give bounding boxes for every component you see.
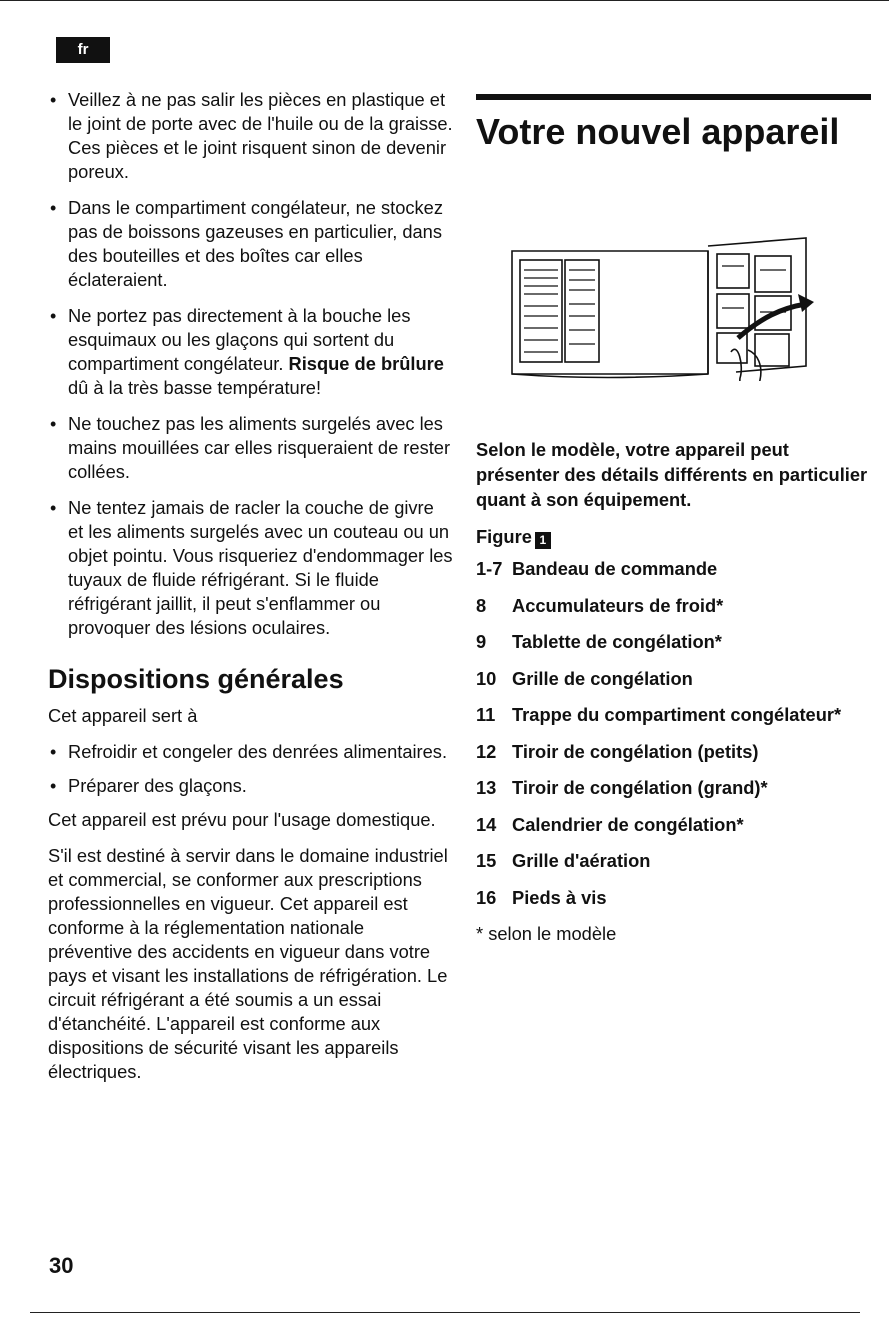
safety-bullets <box>48 88 453 640</box>
scan-edge-top <box>0 0 889 1</box>
section-rule <box>476 94 871 100</box>
figure-label <box>476 526 871 549</box>
part-item <box>476 740 871 764</box>
part-number: 15 <box>476 850 497 871</box>
usage-bullet-ice: • Préparer des glaçons. <box>48 774 453 798</box>
part-label: Grille de congélation <box>512 667 693 689</box>
new-appliance-title: Votre nouvel appareil <box>476 111 840 152</box>
bullet-burn-risk <box>48 304 453 400</box>
burn-text-before: Ne portez pas directement à la bouche les esquimaux ou les glaçons qui sortent du compartiment congélateur. <box>68 305 411 374</box>
language-badge: fr <box>56 37 110 63</box>
part-number: 16 <box>476 886 497 908</box>
general-intro: Cet appareil sert à <box>48 705 198 726</box>
part-item <box>476 667 871 691</box>
page-number: 30 <box>49 1253 74 1278</box>
part-label: Tiroir de congélation (petits) <box>512 740 759 762</box>
part-item <box>476 630 871 654</box>
scan-edge-bottom <box>30 1312 860 1313</box>
commercial-use-paragraph: S'il est destiné à servir dans le domaine industriel et commercial, se conformer aux prescriptions professionnelles en vigueur. Cet appareil est conforme à la réglementation nationale préventive des accidents en vigueur dans votre pays et visant les installations de réfrigération. Le circuit réfrigérant a été soumis a un essai d'étanchéité. L'appareil est conforme aux dispositions de sécurité visant les appareils électriques. <box>48 845 448 1082</box>
parts-list <box>476 557 871 910</box>
right-column <box>476 88 871 946</box>
open-booklet-illustration <box>476 166 871 381</box>
model-footnote: * selon le modèle <box>476 923 617 944</box>
bullet-scrape-frost: • Ne tentez jamais de racler la couche de givre et les aliments surgelés avec un couteau ou un objet pointu. Vous risqueriez d'endommager les tuyaux de fluide réfrigérant. Si le fluide réfrigérant jaillit, il peut s'enflammer ou provoquer des lésions oculaires. <box>48 496 453 640</box>
part-label: Accumulateurs de froid* <box>512 594 724 616</box>
part-number: 12 <box>476 740 497 762</box>
part-number: 10 <box>476 667 497 689</box>
part-item <box>476 703 871 727</box>
part-label: Calendrier de congélation* <box>512 813 744 835</box>
bullet-wet-hands: • Ne touchez pas les aliments surgelés avec les mains mouillées car elles risqueraient de rester collées. <box>48 412 453 484</box>
part-number: 13 <box>476 777 497 798</box>
manual-illustration <box>476 166 871 381</box>
left-column <box>48 88 453 1096</box>
part-item <box>476 886 871 910</box>
bullet-gaseous-drinks: • Dans le compartiment congélateur, ne stockez pas de boissons gazeuses en particulier, dans des bouteilles et des boîtes car elles éclateraient. <box>48 196 453 292</box>
bullet-plastic-parts: • Veillez à ne pas salir les pièces en plastique et le joint de porte avec de l'huile ou de la graisse. Ces pièces et le joint risquent sinon de devenir poreux. <box>48 88 453 184</box>
general-dispositions-title: Dispositions générales <box>48 664 344 694</box>
part-item <box>476 849 871 873</box>
part-item <box>476 776 871 800</box>
part-label: Tablette de congélation* <box>512 631 722 652</box>
figure-number-badge: 1 <box>535 532 551 549</box>
part-number: 14 <box>476 813 497 835</box>
model-variation-intro: Selon le modèle, votre appareil peut présenter des détails différents en particulier quant à son équipement. <box>476 439 868 510</box>
part-number: 11 <box>476 704 496 725</box>
usage-bullets <box>48 740 453 798</box>
part-label: Pieds à vis <box>512 886 607 908</box>
usage-bullet-cool: • Refroidir et congeler des denrées alimentaires. <box>48 740 453 764</box>
part-number: 9 <box>476 631 487 652</box>
part-number: 1-7 <box>476 558 503 579</box>
figure-label-text: Figure <box>476 526 532 547</box>
burn-text-after: dû à la très basse température! <box>68 377 322 398</box>
part-label: Bandeau de commande <box>512 558 718 579</box>
part-item <box>476 557 871 581</box>
burn-text-bold: Risque de brûlure <box>288 353 444 374</box>
part-label: Trappe du compartiment congélateur* <box>512 704 842 725</box>
part-label: Grille d'aération <box>512 850 651 871</box>
part-number: 8 <box>476 594 487 616</box>
part-item <box>476 813 871 837</box>
domestic-use-paragraph: Cet appareil est prévu pour l'usage domestique. <box>48 809 436 830</box>
part-label: Tiroir de congélation (grand)* <box>512 777 768 798</box>
part-item <box>476 594 871 618</box>
